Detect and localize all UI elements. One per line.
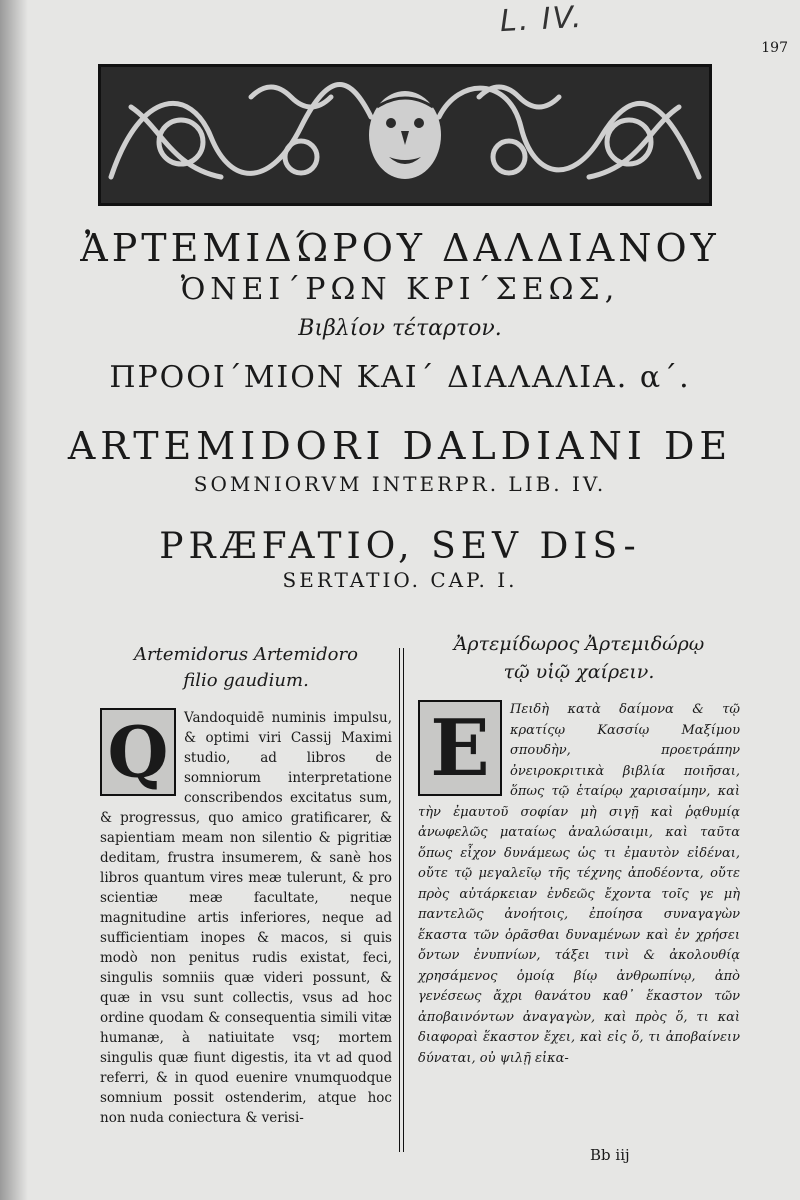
latin-column: [100, 642, 392, 1128]
latin-title-work: SOMNIORVM INTERPR. LIB. IV.: [193, 472, 607, 496]
greek-body-text: Πειδὴ κατὰ δαίμονα & τῷ κρατίςῳ Κασσίῳ Μαξίμου σπουδὴν, προετράπην ὀνειροκριτικὰ βιβλία ποιῆσαι, ὅπως τῷ ἑταίρῳ χαρισαίμην, καὶ τὴν ἐμαυτοῦ σοφίαν μὴ σιγῇ καὶ ῥᾳθυμίᾳ ἀνωφελῶς ματαίως ἀναλώσαιμι, καὶ ταῦτα ὅπως εἶχον δυνάμεως ὡς τι ἐμαυτὸν εἰδέναι, οὔτε τῷ μεγαλεῖῳ τῆς τέχνης ἀποδέοντα, οὔτε πρὸς αὐτάρκειαν ἐνδεῶς ἔχοντα τοῖς γε μὴ παντελῶς ἀνοήτοις, ἐποίησα συναγαγὼν ἕκαστα τῶν ὁρᾶσθαι δυναμένων καὶ ἐν χρήσει ὄντων ἐνυπνίων, τάξει τινὶ & ἀκολουθίᾳ χρησάμενος ὁμοίᾳ βίῳ ἀνθρωπίνῳ, ἀπὸ γενέσεως ἄχρι θανάτου καθ᾽ ἕκαστον τῶν ἀποβαινόντων ἀναγαγὼν, καὶ πρὸς ὅ, τι καὶ διαφοραὶ ἕκαστον ἔχει, καὶ εἰς ὅ, τι ἀποβαίνειν δύναται, οὐ ψιλῇ εἰκα-: [418, 702, 740, 1066]
latin-salutation-line1: Artemidorus Artemidoro: [134, 644, 358, 665]
greek-title-author: ἈΡΤΕΜΙΔΏΡΟΥ ΔΑΛΔΙΑΝΟΥ: [80, 226, 720, 270]
column-divider: [399, 648, 400, 1152]
greek-title-work: ὈΝΕΙ΄ΡΩΝ ΚΡΙ΄ΣΕΩΣ,: [180, 272, 620, 307]
handwritten-mark: L. IV.: [499, 0, 585, 40]
greek-drop-cap-letter: Ε: [430, 703, 490, 794]
greek-column: [418, 630, 740, 1069]
latin-salutation-line2: filio gaudium.: [183, 670, 309, 691]
latin-salutation: [100, 642, 392, 694]
greek-section-heading: ΠΡΟΟΙ΄ΜΙΟΝ ΚΑΙ΄ ΔΙΑΛΑΛΙΑ. α΄.: [109, 360, 691, 395]
greek-salutation-line2: τῷ υἱῷ χαίρειν.: [503, 661, 655, 683]
page-number: 197: [761, 40, 788, 56]
greek-drop-cap: [418, 700, 502, 796]
headpiece-foliage-ornament: [101, 67, 709, 203]
greek-title-book: Βιβλίον τέταρτον.: [298, 316, 502, 341]
latin-section-heading-cont: SERTATIO. CAP. I.: [282, 568, 518, 592]
latin-drop-cap-letter: Q: [107, 711, 169, 794]
greek-salutation: [418, 630, 740, 686]
latin-title-author: ARTEMIDORI DALDIANI DE: [67, 424, 733, 468]
ornamental-headpiece: [98, 64, 712, 206]
greek-salutation-line1: Ἀρτεμίδωρος Ἀρτεμιδώρῳ: [453, 633, 705, 655]
latin-drop-cap: [100, 708, 176, 796]
latin-section-heading: PRÆFATIO, SEV DIS-: [159, 526, 641, 567]
latin-body-text: Vandoquidē numinis impulsu, & optimi viri Cassij Maximi studio, ad libros de somniorum interpretatione conscribendos excitatus sum, & progressus, quo amico gratificarer, & sapientiam meam non silentio & pigritiæ deditam, frustra insumerem, & sanè hos libros quantum vires meæ tulerunt, & pro scientiæ meæ facultate, neque magnitudine artis inferiores, neque ad sufficientiam inopes & macos, si quis modò non penitus rudis existat, feci, singulis somniis quæ videri possunt, & quæ in vsu sunt collectis, vsus ad hoc ordine quodam & consequentia simili vitæ humanæ, à natiuitate vsq; mortem singulis quæ fiunt digestis, ita vt ad quod referri, & in quod euenire vnumquodque somnium possit ostenderim, atque hoc non nuda coniectura & verisi-: [100, 710, 392, 1126]
signature-mark: Bb iij: [590, 1146, 630, 1164]
